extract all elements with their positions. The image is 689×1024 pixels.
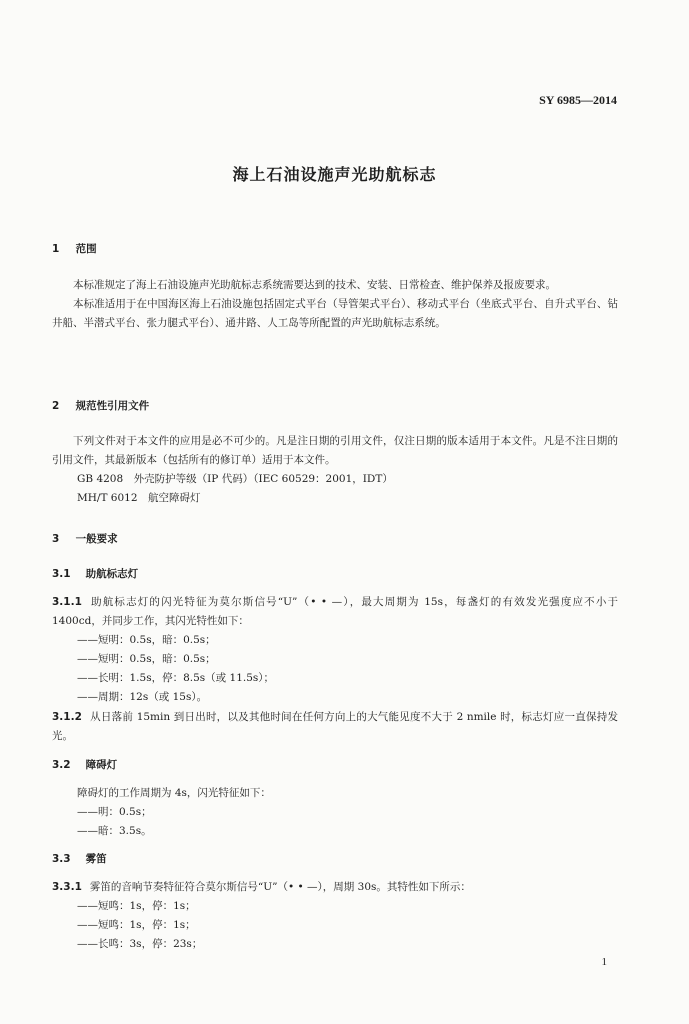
subsection-3-2 bbox=[52, 756, 618, 775]
subsection-title: 助航标志灯 bbox=[85, 568, 139, 580]
section-number: 1 bbox=[52, 243, 60, 255]
reference-item: MH/T 6012 航空障碍灯 bbox=[77, 492, 201, 504]
paragraph: 本标准适用于在中国海区海上石油设施包括固定式平台（导管架式平台）、移动式平台（坐底式平台、自升式平台、钻井船、半潜式平台、张力腿式平台）、通井路、人工岛等所配置的声光助航标志系统。 bbox=[52, 298, 618, 329]
clause-number: 3.1.1 bbox=[52, 596, 82, 608]
section-number: 3 bbox=[52, 533, 60, 545]
list-item: ——短鸣：1s，停：1s； bbox=[77, 919, 196, 931]
paragraph: 本标准规定了海上石油设施声光助航标志系统需要达到的技术、安装、日常检查、维护保养及报废要求。 bbox=[73, 279, 556, 291]
subsection-number: 3.3 bbox=[52, 853, 71, 865]
section-title: 规范性引用文件 bbox=[75, 400, 150, 412]
section-2-heading bbox=[52, 397, 618, 416]
clause-number: 3.3.1 bbox=[52, 881, 82, 893]
section-3-heading bbox=[52, 530, 618, 549]
list-item: ——长鸣：3s，停：23s； bbox=[77, 938, 203, 950]
clause bbox=[52, 708, 618, 746]
section-2 bbox=[52, 397, 618, 416]
subsection-number: 3.1 bbox=[52, 568, 71, 580]
subsection-number: 3.2 bbox=[52, 759, 71, 771]
section-number: 2 bbox=[52, 400, 60, 412]
clause-3-3-1 bbox=[52, 878, 618, 954]
clause-text: 助航标志灯的闪光特征为莫尔斯信号“U”（• • —），最大周期为 15s，每盏灯的有效发光强度应不小于 1400cd，并同步工作，其闪光特性如下： bbox=[52, 596, 618, 627]
section-2-body bbox=[52, 432, 618, 508]
subsection-heading bbox=[52, 850, 618, 869]
subsection-3-3 bbox=[52, 850, 618, 869]
clause-text: 雾笛的音响节奏特征符合莫尔斯信号“U”（• • —），周期 30s。其特性如下所示： bbox=[89, 881, 471, 893]
list-item: ——短明：0.5s，暗：0.5s； bbox=[77, 634, 216, 646]
document-title: 海上石油设施声光助航标志 bbox=[232, 165, 437, 184]
clause-text: 从日落前 15min 到日出时，以及其他时间在任何方向上的大气能见度不大于 2 nmile 时，标志灯应一直保持发光。 bbox=[52, 711, 618, 742]
list-item: ——明：0.5s； bbox=[77, 806, 152, 818]
paragraph: 障碍灯的工作周期为 4s，闪光特征如下： bbox=[77, 787, 271, 799]
section-title: 一般要求 bbox=[75, 533, 118, 545]
subsection-title: 障碍灯 bbox=[85, 759, 118, 771]
subsection-title: 雾笛 bbox=[85, 853, 107, 865]
clause-3-1-1 bbox=[52, 593, 618, 707]
list-item: ——长明：1.5s，停：8.5s（或 11.5s）； bbox=[77, 672, 275, 684]
section-3 bbox=[52, 530, 618, 549]
reference-item: GB 4208 外壳防护等级（IP 代码）（IEC 60529：2001，IDT） bbox=[77, 473, 393, 485]
subsection-3-1 bbox=[52, 565, 618, 584]
section-1-body bbox=[52, 276, 618, 333]
section-1 bbox=[52, 240, 618, 259]
subsection-heading bbox=[52, 565, 618, 584]
list-item: ——暗：3.5s。 bbox=[77, 825, 152, 837]
list-item: ——短明：0.5s，暗：0.5s； bbox=[77, 653, 216, 665]
subsection-heading bbox=[52, 756, 618, 775]
paragraph: 下列文件对于本文件的应用是必不可少的。凡是注日期的引用文件，仅注日期的版本适用于本文件。凡是不注日期的引用文件，其最新版本（包括所有的修订单）适用于本文件。 bbox=[52, 435, 618, 466]
clause bbox=[52, 878, 618, 897]
section-title: 范围 bbox=[75, 243, 97, 255]
list-item: ——周期：12s（或 15s）。 bbox=[77, 691, 208, 703]
subsection-3-2-body bbox=[52, 784, 618, 841]
section-1-heading bbox=[52, 240, 618, 259]
list-item: ——短鸣：1s，停：1s； bbox=[77, 900, 196, 912]
clause bbox=[52, 593, 618, 631]
clause-3-1-2 bbox=[52, 708, 618, 746]
standard-code: SY 6985—2014 bbox=[539, 93, 617, 107]
clause-number: 3.1.2 bbox=[52, 711, 82, 723]
page-number: 1 bbox=[601, 956, 607, 968]
